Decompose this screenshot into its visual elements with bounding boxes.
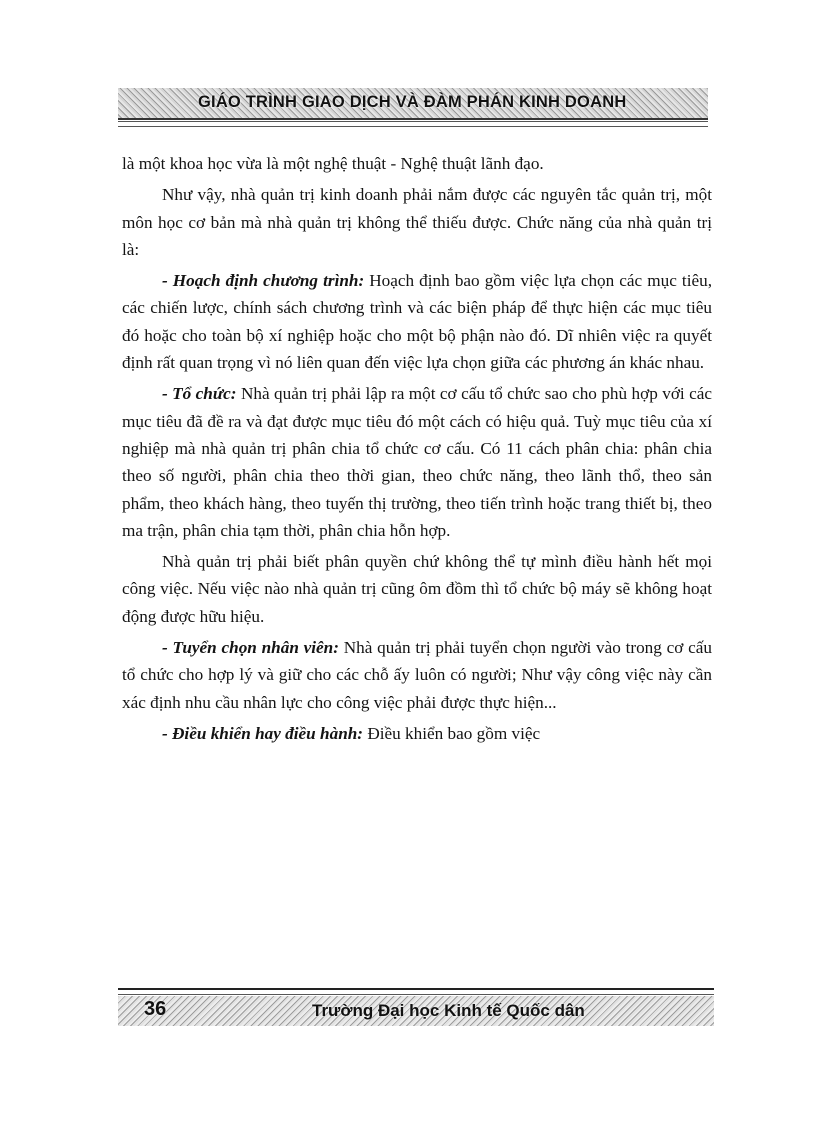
paragraph-delegation: [122, 548, 712, 630]
paragraph-organizing: [122, 380, 712, 544]
paragraph-planning: [122, 267, 712, 376]
paragraph-text: Nhà quản trị phải biết phân quyền chứ không thể tự mình điều hành hết mọi công việc. Nếu việc nào nhà quản trị cũng ôm đồm thì tổ chức bộ máy sẽ không hoạt động được hữu hiệu.: [122, 552, 712, 626]
term-organizing: - Tổ chức:: [162, 384, 237, 404]
footer-publisher: Trường Đại học Kinh tế Quốc dân: [312, 1001, 585, 1020]
term-staffing: - Tuyển chọn nhân viên:: [162, 638, 339, 658]
paragraph-text: Điều khiển bao gồm việc: [363, 723, 541, 743]
paragraph-text: Nhà quản trị phải tuyển chọn người vào trong cơ cấu tổ chức cho hợp lý và giữ cho các chỗ ấy luôn có người; Như vậy công việc này cần xác định nhu cầu nhân lực cho công việc phải được thực hiện...: [122, 638, 712, 712]
paragraph-continuation: [122, 150, 712, 177]
paragraph-intro: [122, 181, 712, 263]
term-planning: - Hoạch định chương trình:: [162, 271, 365, 291]
running-header-title: GIÁO TRÌNH GIAO DỊCH VÀ ĐÀM PHÁN KINH DOANH: [198, 93, 627, 111]
paragraph-staffing: [122, 634, 712, 716]
term-directing: - Điều khiển hay điều hành:: [162, 723, 364, 743]
paragraph-text: Như vậy, nhà quản trị kinh doanh phải nắm được các nguyên tắc quản trị, một môn học cơ bản mà nhà quản trị không thể thiếu được. Chức năng của nhà quản trị là:: [122, 185, 712, 259]
paragraph-directing: [122, 720, 712, 747]
paragraph-text: Nhà quản trị phải lập ra một cơ cấu tổ chức sao cho phù hợp với các mục tiêu đã đề ra và đạt được mục tiêu đó một cách có hiệu quả. Tuỳ mục tiêu của xí nghiệp mà nhà quản trị phân chia tổ chức cơ cấu. Có 11 cách phân chia: phân chia theo số người, phân chia theo thời gian, theo chức năng, theo lãnh thổ, theo sản phẩm, theo khách hàng, theo tuyến thị trường, theo tiến trình hoặc trang thiết bị, theo ma trận, phân chia tạm thời, phân chia hỗn hợp.: [122, 384, 713, 540]
header-rule: [118, 121, 708, 127]
footer-rule: [118, 988, 714, 995]
page-number: 36: [144, 998, 167, 1020]
page-body: [122, 150, 712, 747]
paragraph-text: Hoạch định bao gồm việc lựa chọn các mục tiêu, các chiến lược, chính sách chương trình và các biện pháp để thực hiện các mục tiêu đó hoặc cho toàn bộ xí nghiệp hoặc cho một bộ phận nào đó. Dĩ nhiên việc ra quyết định rất quan trọng vì nó liên quan đến việc lựa chọn giữa các phương án khác nhau.: [122, 271, 712, 373]
paragraph-text: là một khoa học vừa là một nghệ thuật - Nghệ thuật lãnh đạo.: [122, 154, 544, 173]
